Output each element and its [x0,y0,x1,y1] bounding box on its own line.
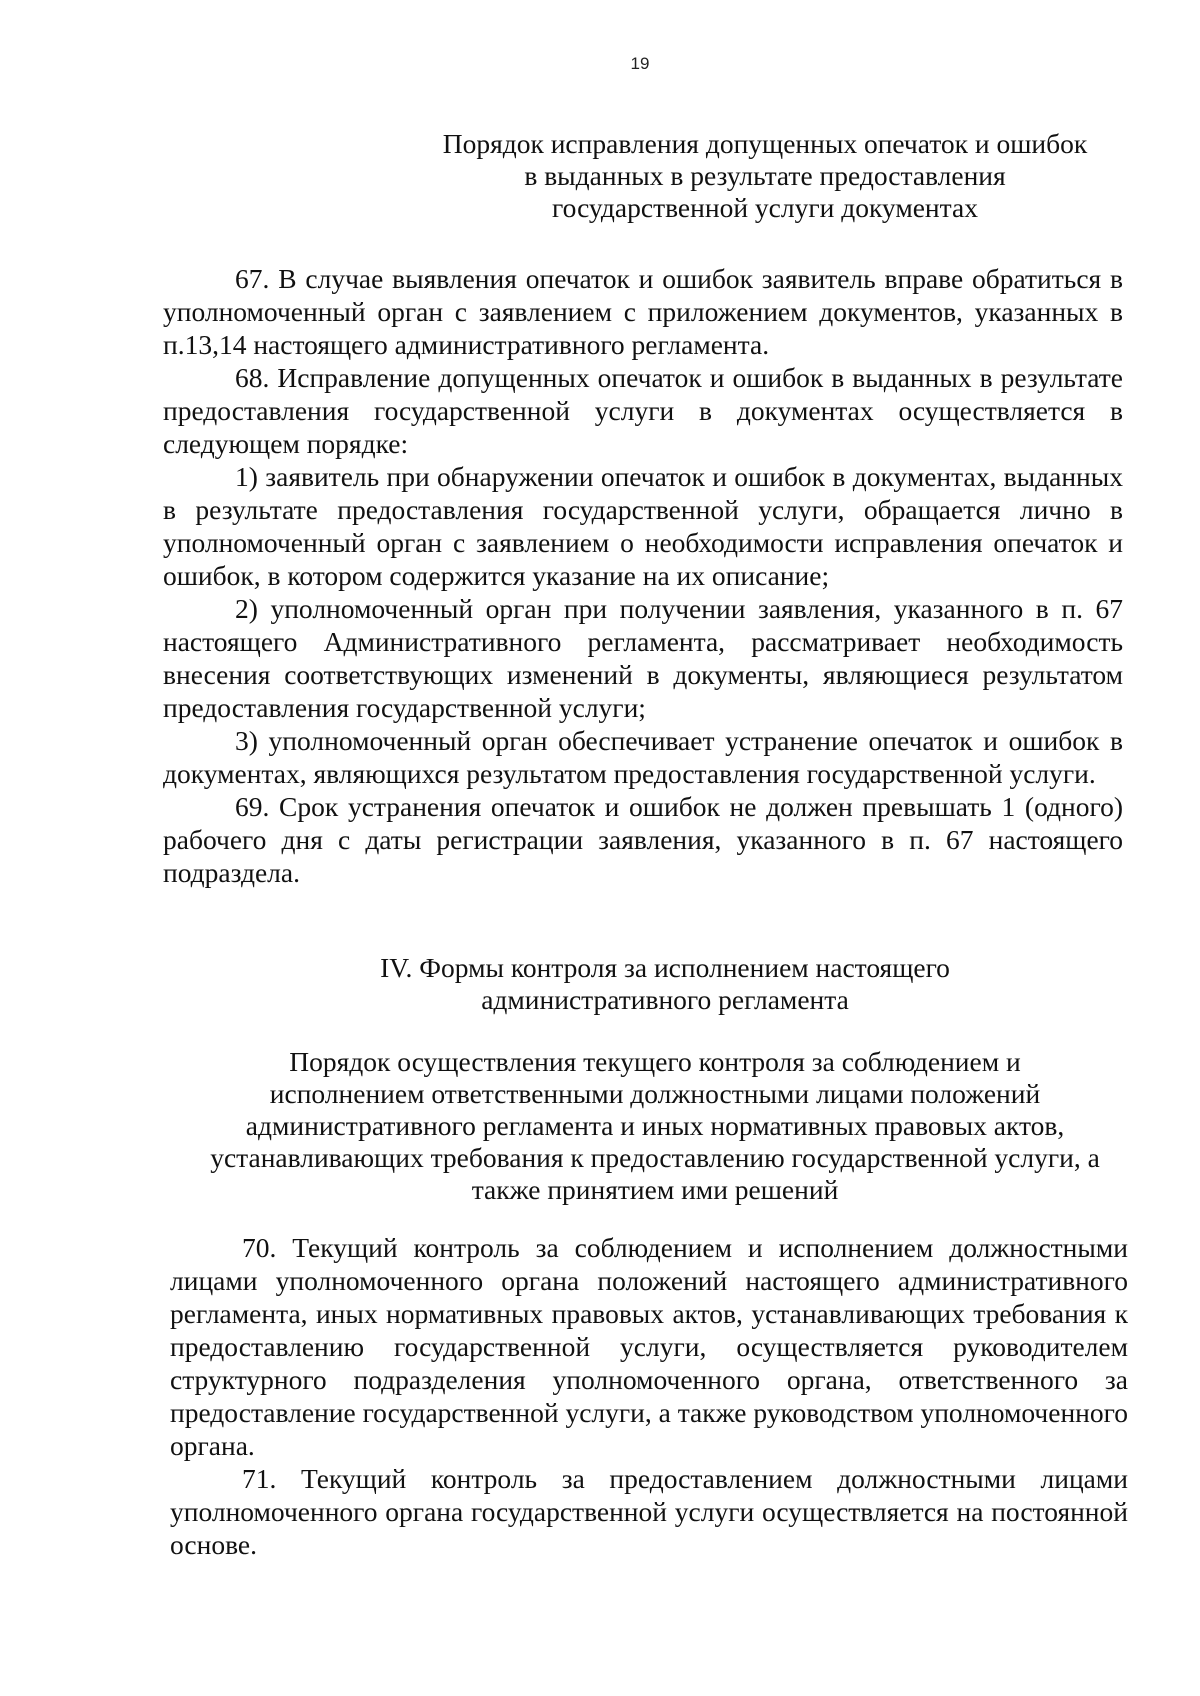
heading-line: административного регламента и иных нормативных правовых актов, [245,1110,1065,1141]
heading-line: устанавливающих требования к предоставлению государственной услуги, а [210,1142,1100,1173]
heading-line: также принятием ими решений [471,1174,839,1205]
page-number: 19 [630,54,650,73]
paragraph-70: 70. Текущий контроль за соблюдением и исполнением должностными лицами уполномоченного органа положений настоящего административного регламента, иных нормативных правовых актов, устанавливающих требования к предоставлению государственной услуги, осуществляется руководителем структурного подразделения уполномоченного органа, ответственного за предоставление государственной услуги, а также руководством уполномоченного органа. [170,1232,1128,1461]
paragraph-68: 68. Исправление допущенных опечаток и ошибок в выданных в результате предоставления государственной услуги в документах осуществляется в следующем порядке: [163,362,1123,459]
heading-corrections [250,128,1200,224]
paragraph-71: 71. Текущий контроль за предоставлением должностными лицами уполномоченного органа государственной услуги осуществляется на постоянной основе. [170,1463,1128,1560]
paragraph-68-item-2: 2) уполномоченный орган при получении заявления, указанного в п. 67 настоящего Административного регламента, рассматривает необходимость внесения соответствующих изменений в документы, являющиеся результатом предоставления государственной услуги; [163,593,1123,723]
section-current-control-body [170,1231,1128,1561]
heading-line: IV. Формы контроля за исполнением настоящего [380,952,950,983]
heading-line: административного регламента [481,984,849,1015]
heading-line: Порядок исправления допущенных опечаток и ошибок [442,128,1088,159]
heading-line: исполнением ответственными должностными лицами положений [269,1078,1041,1109]
heading-line: государственной услуги документах [552,192,978,223]
paragraph-69: 69. Срок устранения опечаток и ошибок не должен превышать 1 (одного) рабочего дня с даты регистрации заявления, указанного в п. 67 настоящего подраздела. [163,791,1123,888]
heading-line: в выданных в результате предоставления [524,160,1006,191]
heading-current-control [160,1046,1150,1206]
paragraph-67: 67. В случае выявления опечаток и ошибок заявитель вправе обратиться в уполномоченный орган с заявлением с приложением документов, указанных в п.13,14 настоящего административного регламента. [163,263,1123,360]
heading-section-iv [250,952,1080,1016]
section-corrections-body [163,262,1123,889]
heading-line: Порядок осуществления текущего контроля за соблюдением и [289,1046,1021,1077]
paragraph-68-item-3: 3) уполномоченный орган обеспечивает устранение опечаток и ошибок в документах, являющихся результатом предоставления государственной услуги. [163,725,1123,789]
paragraph-68-item-1: 1) заявитель при обнаружении опечаток и ошибок в документах, выданных в результате предоставления государственной услуги, обращается лично в уполномоченный орган с заявлением о необходимости исправления опечаток и ошибок, в котором содержится указание на их описание; [163,461,1123,591]
